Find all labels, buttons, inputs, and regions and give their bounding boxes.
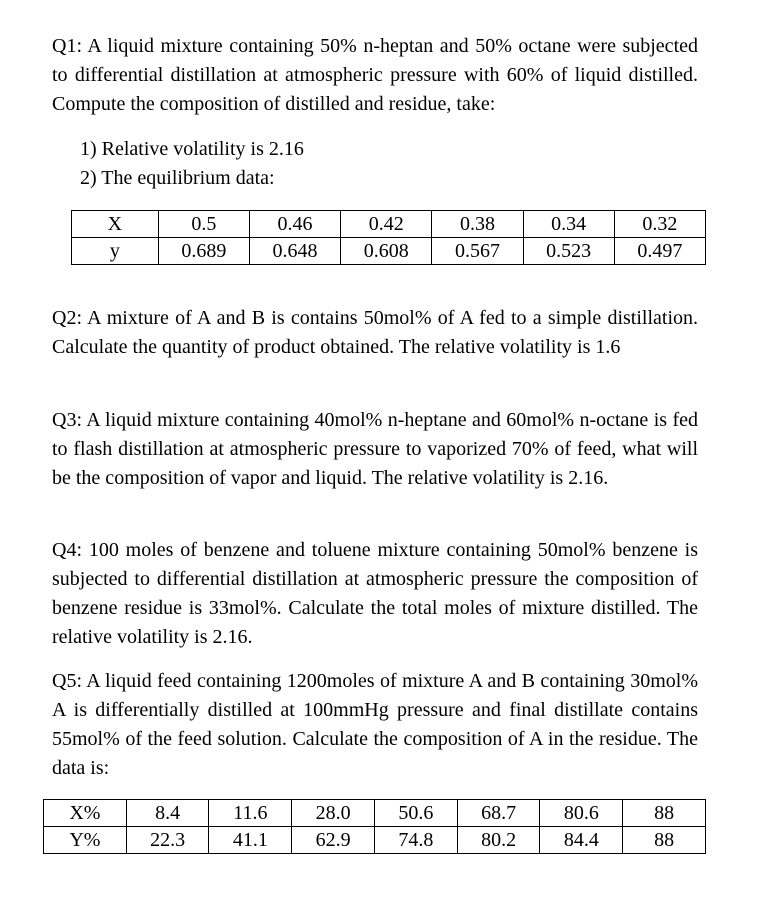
equilibrium-data-table-1 xyxy=(71,210,706,265)
table-cell: 74.8 xyxy=(374,827,457,854)
table-cell: 28.0 xyxy=(292,800,375,827)
table-cell: 84.4 xyxy=(540,827,623,854)
table-cell: 62.9 xyxy=(292,827,375,854)
table-cell: 11.6 xyxy=(209,800,292,827)
table-cell: 0.38 xyxy=(432,211,523,238)
table-cell: 80.6 xyxy=(540,800,623,827)
table-cell: 0.648 xyxy=(249,238,340,265)
question-4-text: Q4: 100 moles of benzene and toluene mixture containing 50mol% benzene is subjected to differential distillation at atmospheric pressure the composition of benzene residue is 33mol%. Calculate the total moles of mixture distilled. The relative volatility is 2.16. xyxy=(52,539,698,648)
question-5-text: Q5: A liquid feed containing 1200moles of mixture A and B containing 30mol% A is differentially distilled at 100mmHg pressure and final distillate contains 55mol% of the feed solution. Calculate the composition of A in the residue. The data is: xyxy=(52,670,698,779)
question-1-list xyxy=(80,135,304,193)
table-cell: Y% xyxy=(44,827,127,854)
list-item: 1) Relative volatility is 2.16 xyxy=(80,138,304,160)
table-cell: 0.42 xyxy=(341,211,432,238)
table-cell: 0.567 xyxy=(432,238,523,265)
table-cell: 88 xyxy=(623,827,706,854)
table-row xyxy=(44,827,706,854)
table-cell: 0.34 xyxy=(523,211,614,238)
table-cell: 50.6 xyxy=(374,800,457,827)
table-cell: 0.497 xyxy=(614,238,705,265)
table-cell: X xyxy=(72,211,159,238)
question-2-text: Q2: A mixture of A and B is contains 50mol% of A fed to a simple distillation. Calculate the quantity of product obtained. The relative volatility is 1.6 xyxy=(52,307,698,358)
data-table-2 xyxy=(43,799,706,854)
table-cell: 68.7 xyxy=(457,800,540,827)
question-1-text: Q1: A liquid mixture containing 50% n-heptan and 50% octane were subjected to differential distillation at atmospheric pressure with 60% of liquid distilled. Compute the composition of distilled and residue, take: xyxy=(52,35,698,115)
table-cell: X% xyxy=(44,800,127,827)
table-row xyxy=(44,800,706,827)
table-cell: 80.2 xyxy=(457,827,540,854)
table-row xyxy=(72,238,706,265)
table-cell: 0.523 xyxy=(523,238,614,265)
table-cell: y xyxy=(72,238,159,265)
table-row xyxy=(72,211,706,238)
table-cell: 8.4 xyxy=(126,800,209,827)
table-cell: 0.32 xyxy=(614,211,705,238)
question-3-text: Q3: A liquid mixture containing 40mol% n-heptane and 60mol% n-octane is fed to flash distillation at atmospheric pressure to vaporized 70% of feed, what will be the composition of vapor and liquid. The relative volatility is 2.16. xyxy=(52,409,698,489)
list-item: 2) The equilibrium data: xyxy=(80,167,275,189)
table-cell: 88 xyxy=(623,800,706,827)
table-cell: 0.608 xyxy=(341,238,432,265)
table-cell: 0.5 xyxy=(158,211,249,238)
table-cell: 41.1 xyxy=(209,827,292,854)
table-cell: 0.46 xyxy=(249,211,340,238)
table-cell: 22.3 xyxy=(126,827,209,854)
table-cell: 0.689 xyxy=(158,238,249,265)
